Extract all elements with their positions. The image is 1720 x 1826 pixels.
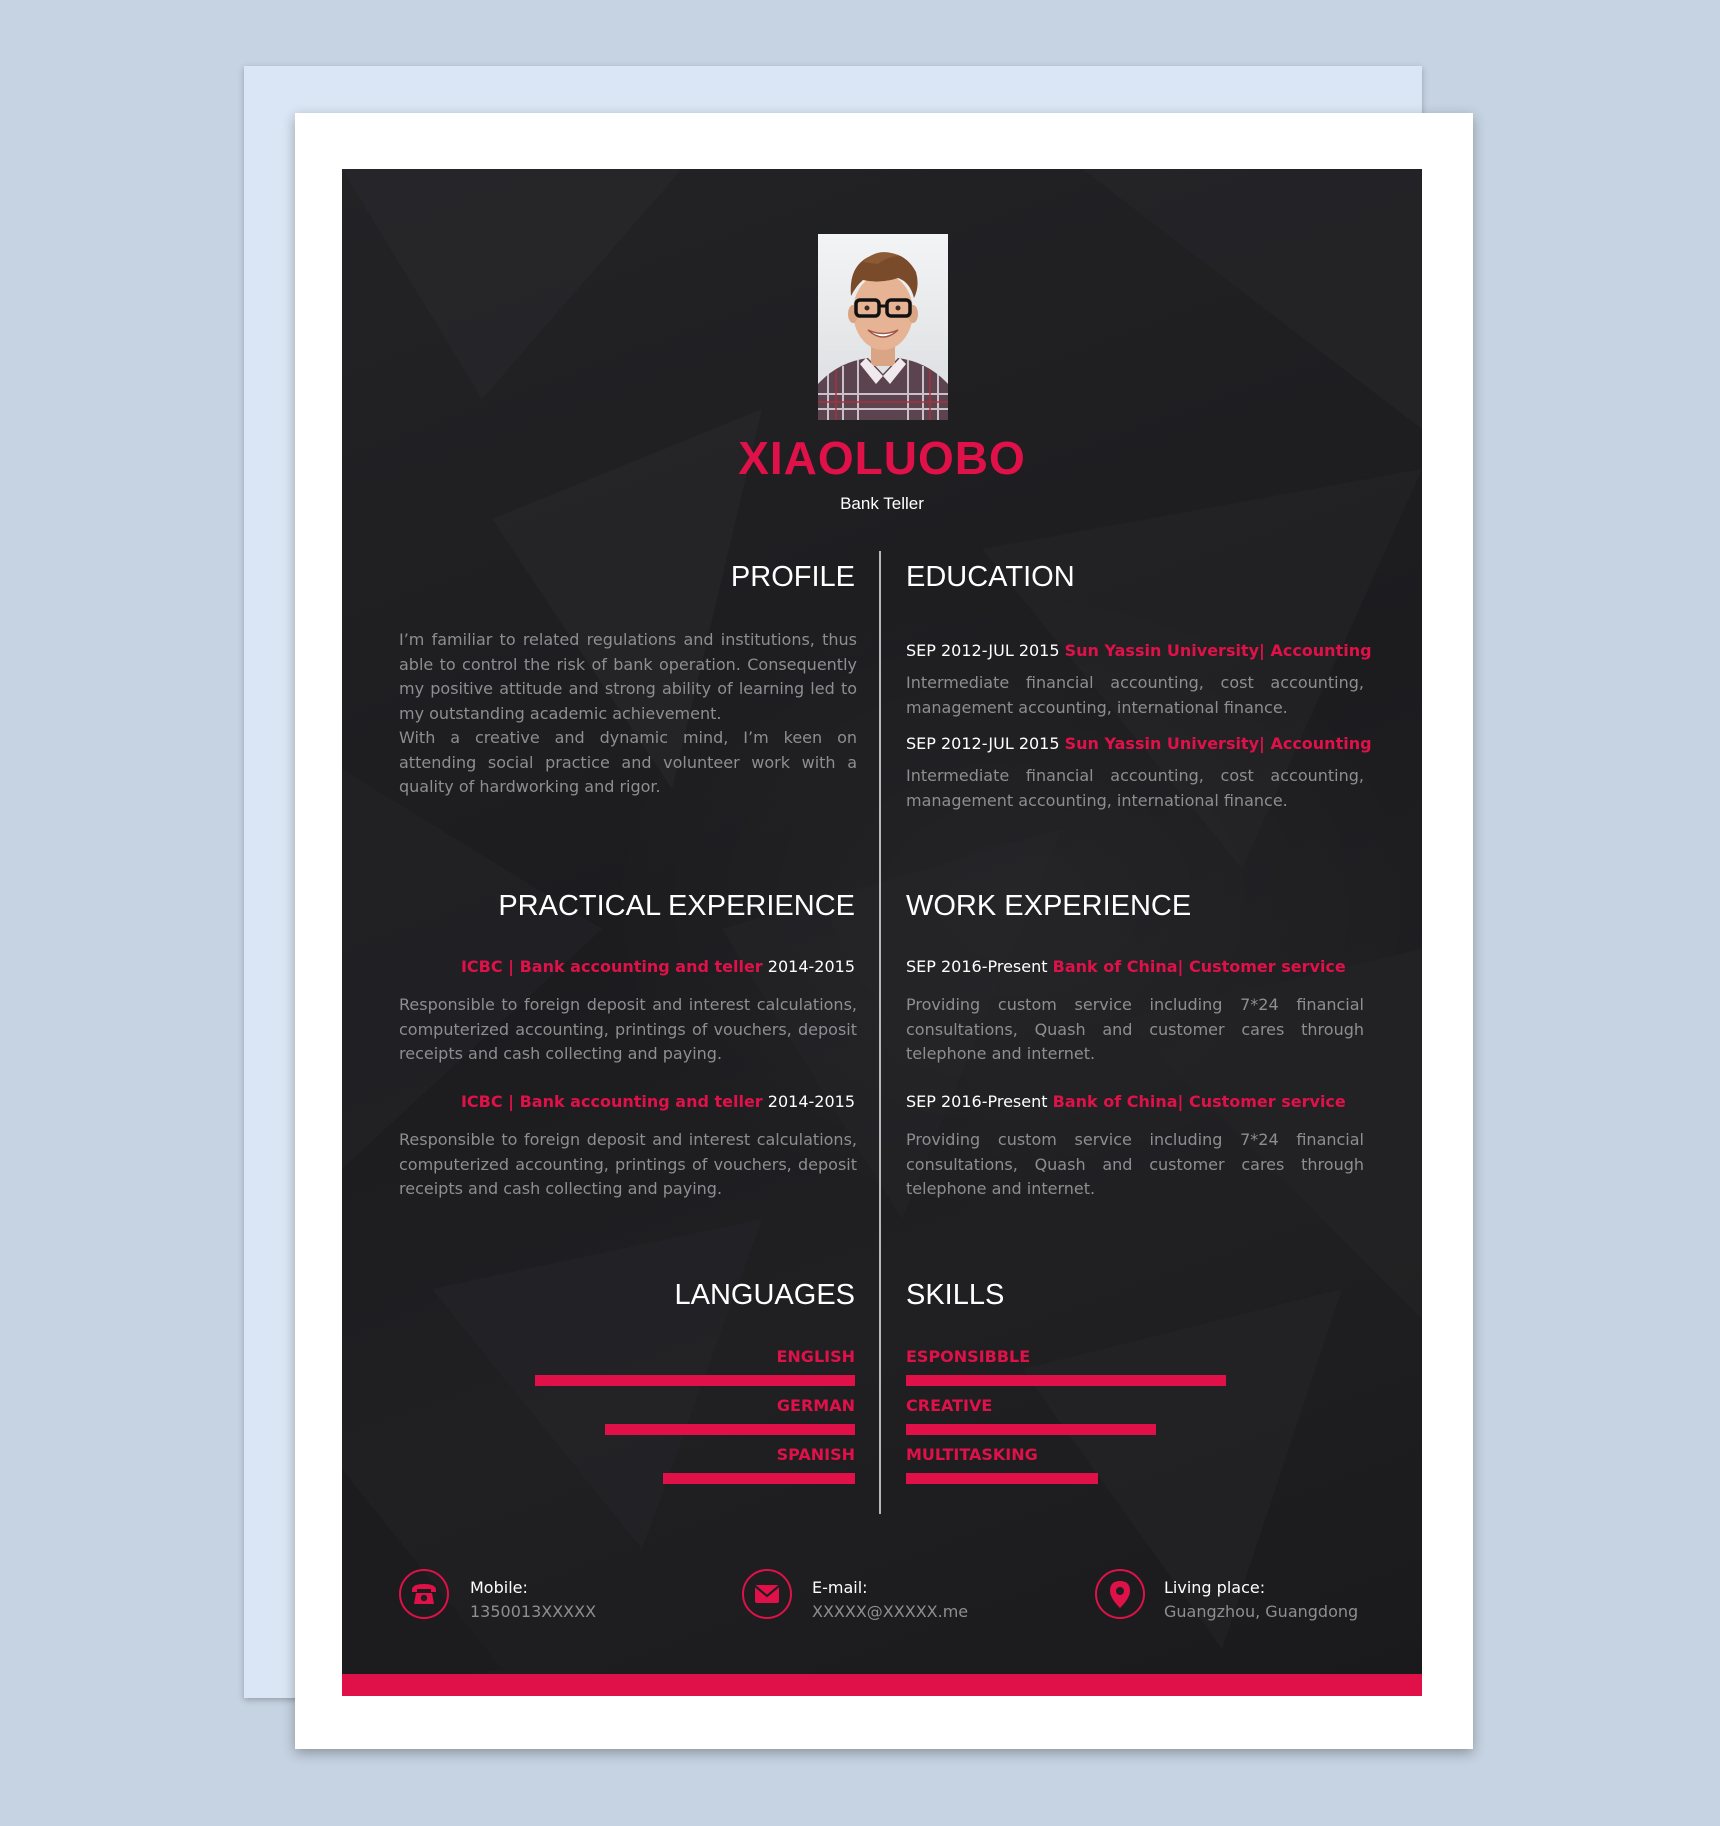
candidate-name: XIAOLUOBO bbox=[738, 432, 1026, 484]
practical-experience-heading: PRACTICAL EXPERIENCE bbox=[498, 890, 855, 922]
footer-accent-stripe bbox=[342, 1674, 1422, 1696]
practical-entry-title bbox=[461, 1091, 855, 1113]
profile-text bbox=[399, 628, 857, 800]
language-bar bbox=[535, 1375, 855, 1386]
language-bar bbox=[535, 1473, 855, 1484]
mobile-label: Mobile: bbox=[470, 1578, 528, 1597]
practical-description: Responsible to foreign deposit and interest calculations, computerized accounting, printings of vouchers, deposit receipts and cash collecting and paying. bbox=[399, 995, 857, 1063]
education-school: Sun Yassin University| Accounting bbox=[1064, 641, 1372, 660]
candidate-role: Bank Teller bbox=[840, 494, 924, 513]
profile-paragraph: With a creative and dynamic mind, I’m keen on attending social practice and volunteer work with a quality of hardworking and rigor. bbox=[399, 728, 857, 796]
skill-label: CREATIVE bbox=[906, 1396, 993, 1415]
center-divider bbox=[879, 551, 881, 1514]
work-entry-title bbox=[906, 1091, 1346, 1113]
skill-bar bbox=[906, 1473, 1226, 1484]
work-org: Bank of China| Customer service bbox=[1052, 1092, 1346, 1111]
language-label: SPANISH bbox=[776, 1445, 855, 1464]
resume-page bbox=[342, 169, 1422, 1696]
language-bar-fill bbox=[535, 1375, 855, 1386]
practical-org: ICBC | Bank accounting and teller bbox=[460, 957, 763, 976]
education-entry-title bbox=[906, 640, 1372, 662]
work-description: Providing custom service including 7*24 financial consultations, Quash and customer cares through telephone and internet. bbox=[906, 1130, 1364, 1198]
education-heading: EDUCATION bbox=[906, 561, 1075, 593]
language-bar-fill bbox=[605, 1424, 855, 1435]
education-school: Sun Yassin University| Accounting bbox=[1064, 734, 1372, 753]
email-label: E-mail: bbox=[812, 1578, 868, 1597]
skill-bar bbox=[906, 1424, 1226, 1435]
skill-bar-fill bbox=[906, 1375, 1226, 1386]
language-label: ENGLISH bbox=[776, 1347, 855, 1366]
language-bar-fill bbox=[663, 1473, 855, 1484]
profile-paragraph: I’m familiar to related regulations and institutions, thus able to control the risk of bank operation. Consequently my positive attitude and strong ability of learning led to my outstanding academic achievement. bbox=[399, 630, 857, 723]
language-bar bbox=[535, 1424, 855, 1435]
practical-date: 2014-2015 bbox=[767, 1092, 855, 1111]
address-label: Living place: bbox=[1164, 1578, 1266, 1597]
language-label: GERMAN bbox=[776, 1396, 855, 1415]
practical-entry-title bbox=[461, 956, 855, 978]
email-value: XXXXX@XXXXX.me bbox=[812, 1602, 969, 1621]
location-pin-icon bbox=[1095, 1569, 1145, 1619]
skill-bar-fill bbox=[906, 1473, 1098, 1484]
work-entry-title bbox=[906, 956, 1346, 978]
skills-heading: SKILLS bbox=[906, 1279, 1005, 1311]
skill-label: MULTITASKING bbox=[906, 1445, 1038, 1464]
mobile-value: 1350013XXXXX bbox=[470, 1602, 597, 1621]
education-entry-title bbox=[906, 733, 1372, 755]
profile-heading: PROFILE bbox=[730, 561, 855, 593]
education-date: SEP 2012-JUL 2015 bbox=[906, 641, 1060, 660]
work-date: SEP 2016-Present bbox=[906, 1092, 1048, 1111]
practical-date: 2014-2015 bbox=[767, 957, 855, 976]
envelope-icon bbox=[742, 1569, 792, 1619]
skill-bar-fill bbox=[906, 1424, 1156, 1435]
profile-photo bbox=[818, 234, 948, 420]
languages-heading: LANGUAGES bbox=[674, 1279, 855, 1311]
work-date: SEP 2016-Present bbox=[906, 957, 1048, 976]
skill-label: ESPONSIBBLE bbox=[906, 1347, 1031, 1366]
education-date: SEP 2012-JUL 2015 bbox=[906, 734, 1060, 753]
education-description: Intermediate financial accounting, cost accounting, management accounting, international finance. bbox=[906, 673, 1364, 717]
work-description: Providing custom service including 7*24 financial consultations, Quash and customer cares through telephone and internet. bbox=[906, 995, 1364, 1063]
skill-bar bbox=[906, 1375, 1226, 1386]
work-org: Bank of China| Customer service bbox=[1052, 957, 1346, 976]
practical-org: ICBC | Bank accounting and teller bbox=[460, 1092, 763, 1111]
address-value: Guangzhou, Guangdong bbox=[1164, 1602, 1359, 1621]
practical-description: Responsible to foreign deposit and interest calculations, computerized accounting, printings of vouchers, deposit receipts and cash collecting and paying. bbox=[399, 1130, 857, 1198]
work-experience-heading: WORK EXPERIENCE bbox=[906, 890, 1192, 922]
phone-icon bbox=[399, 1569, 449, 1619]
education-description: Intermediate financial accounting, cost accounting, management accounting, international finance. bbox=[906, 766, 1364, 810]
